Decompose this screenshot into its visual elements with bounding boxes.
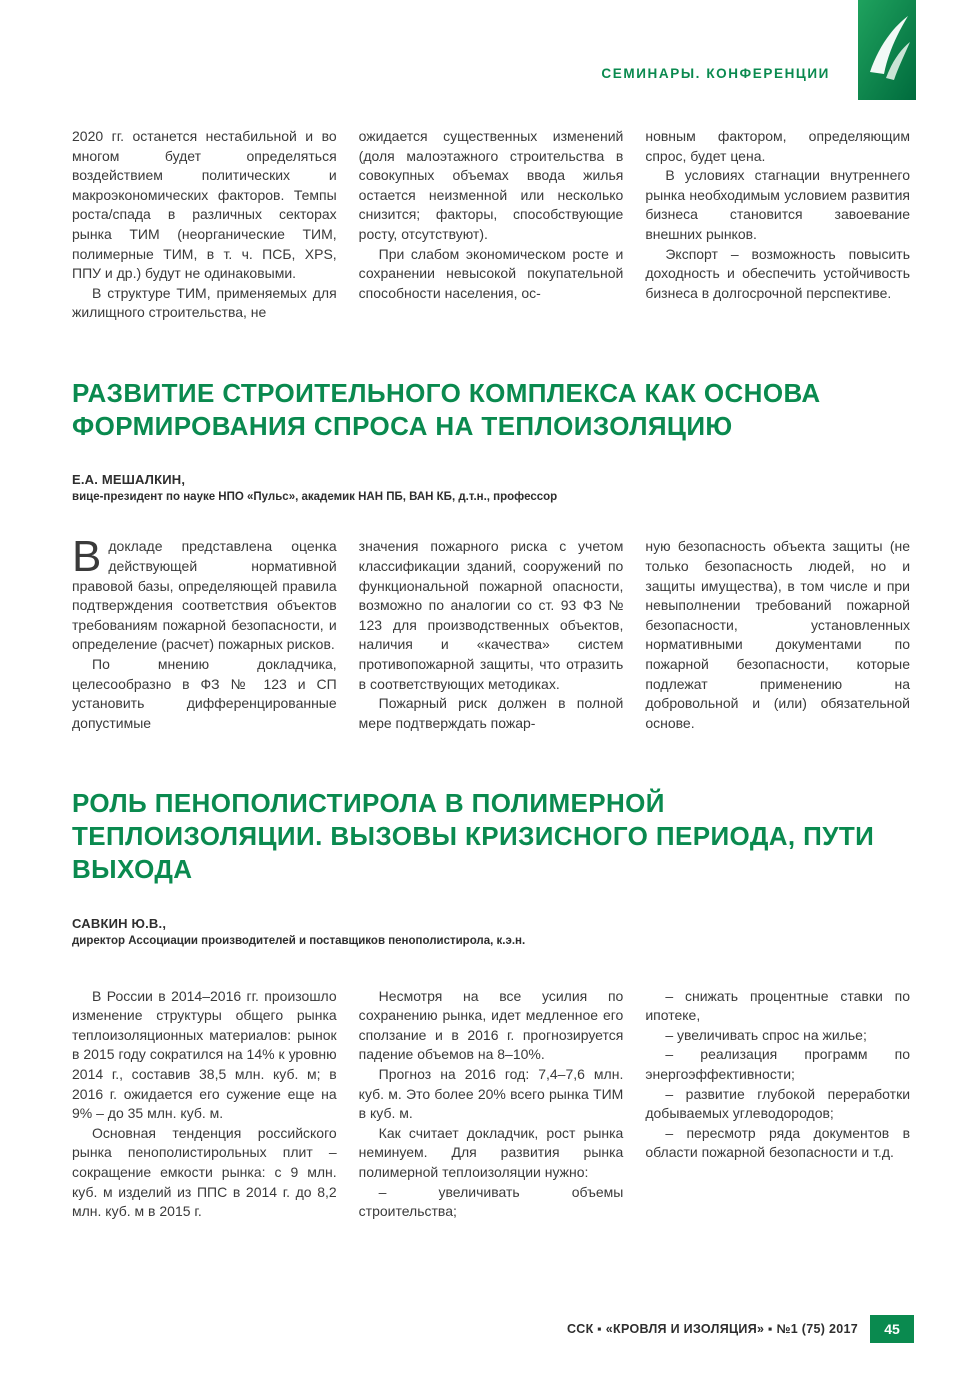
dropcap: В [72, 532, 102, 582]
paragraph: По мнению докладчика, целесообразно в ФЗ № 123 и СП установить дифференцированные допустимые [72, 656, 337, 731]
article2-column-2 [359, 987, 624, 1222]
paragraph: Прогноз на 2016 год: 7,4–7,6 млн. куб. м. Это более 20% всего рынка ТИМ в куб. м. [358, 1066, 624, 1122]
article2-author [72, 916, 910, 947]
paragraph: – увеличивать спрос на жилье; [665, 1026, 867, 1043]
intro-column-2 [359, 127, 624, 323]
paragraph: Основная тенденция российского рынка пенополистирольных плит – сокращение емкости рынка: с 9 млн. куб. м изделий из ППС в 2014 г. до 8,2 млн. куб. м в 2015 г. [72, 1124, 337, 1220]
article1-column-1 [72, 532, 337, 733]
paragraph: Несмотря на все усилия по сохранению рынка, идет медленное его сползание и в 2016 г. прогнозируется падение объемов на 8–10%. [358, 987, 624, 1063]
paragraph: 2020 гг. останется нестабильной и во многом будет определяться воздействием политических и макроэкономических факторов. Темпы роста/спада в различных секторах рынка ТИМ (неорганические ТИМ, полимерные ТИМ, в т. ч. ПСБ, XPS, ППУ и др.) будут не одинаковыми. [72, 128, 337, 282]
lead-paragraph [72, 532, 337, 655]
paragraph: – развитие глубокой переработки добываемых углеводородов; [645, 1085, 911, 1122]
article1-body [72, 532, 911, 733]
page-number-badge: 45 [870, 1315, 914, 1343]
intro-section [72, 127, 910, 323]
article2-column-1 [72, 987, 337, 1222]
article1-column-1-rest [72, 655, 337, 733]
paragraph: – снижать процентные ставки по ипотеке, [645, 987, 911, 1024]
article1-column-3 [645, 537, 910, 733]
paragraph: В условиях стагнации внутреннего рынка необходимым условием развития бизнеса становится завоевание внешних рынков. [645, 167, 911, 242]
intro-column-1 [72, 127, 337, 323]
article1-column-2 [359, 537, 624, 733]
paragraph: Экспорт – возможность повысить доходность и обеспечить устойчивость бизнеса в долгосрочной перспективе. [645, 245, 911, 301]
intro-column-3 [645, 127, 910, 323]
author-name: Е.А. МЕШАЛКИН, [72, 472, 186, 488]
paragraph: В России в 2014–2016 гг. произошло изменение структуры общего рынка теплоизоляционных материалов: рынок в 2015 году сократился на 14% к уровню 2014 г., составив 38,5 млн. куб. м; в 2016 г. ожидается его сужение еще на 9% – до 35 млн. куб. м. [72, 987, 337, 1122]
article2-column-3 [645, 987, 910, 1222]
paragraph: – реализация программ по энергоэффективности; [645, 1046, 911, 1082]
page-footer [72, 1315, 914, 1343]
section-kicker: СЕМИНАРЫ. КОНФЕРЕНЦИИ [601, 66, 830, 81]
article1-author [72, 472, 910, 503]
paragraph: новным фактором, определяющим спрос, будет цена. [645, 128, 911, 164]
paragraph: При слабом экономическом росте и сохранении невысокой покупательной способности населения, ос- [358, 245, 624, 301]
paragraph: – пересмотр ряда документов в области пожарной безопасности и т.д. [645, 1124, 911, 1161]
article2-title: РОЛЬ ПЕНОПОЛИСТИРОЛА В ПОЛИМЕРНОЙ ТЕПЛОИЗОЛЯЦИИ. ВЫЗОВЫ КРИЗИСНОГО ПЕРИОДА, ПУТИ ВЫХОДА [72, 788, 875, 884]
author-name: САВКИН Ю.В., [72, 915, 167, 931]
imprint-text: ССК ▪ «КРОВЛЯ И ИЗОЛЯЦИЯ» ▪ №1 (75) 2017 [566, 1322, 858, 1336]
logo-icon [858, 0, 916, 100]
paragraph: Как считает докладчик, рост рынка неминуем. Для развития рынка полимерной теплоизоляции нужно: [358, 1124, 624, 1180]
paragraph: ную безопасность объекта защиты (не только безопасность людей, но и защиты имущества), в том числе и при невыполнении требований пожарной безопасности, установленных нормативными документами по пожарной безопасности, которые подлежат применению на добровольной и (или) обязательной основе. [645, 538, 911, 731]
author-title: директор Ассоциации производителей и поставщиков пенополистирола, к.э.н. [72, 934, 526, 947]
author-title: вице-президент по науке НПО «Пульс», академик НАН ПБ, ВАН КБ, д.т.н., профессор [72, 491, 558, 504]
paragraph: ожидается существенных изменений (доля малоэтажного строительства в совокупных объемах ввода жилья остается неизменной или несколько снизится; факторы, способствующие росту, отсутствуют). [358, 128, 624, 242]
paragraph: значения пожарного риска с учетом классификации зданий, сооружений по функциональной пожарной опасности, возможно по аналогии со ст. 93 ФЗ № 123 для производственных объектов, наличия и «качества» систем противопожарной защиты, что отразить в соответствующих методиках. [358, 538, 624, 692]
magazine-logo [858, 0, 916, 100]
paragraph: – увеличивать объемы строительства; [358, 1183, 624, 1220]
lead-text: докладе представлена оценка действующей нормативной правовой базы, определяющей правила подтверждения соответствия объектов требованиям пожарной безопасности, и определение (расчет) пожарных рисков. [72, 538, 337, 653]
article2-body [72, 987, 910, 1222]
paragraph: В структуре ТИМ, применяемых для жилищного строительства, не [72, 284, 337, 321]
article1-title: РАЗВИТИЕ СТРОИТЕЛЬНОГО КОМПЛЕКСА КАК ОСНОВА ФОРМИРОВАНИЯ СПРОСА НА ТЕПЛОИЗОЛЯЦИЮ [72, 377, 821, 441]
paragraph: Пожарный риск должен в полной мере подтверждать пожар- [358, 695, 624, 731]
